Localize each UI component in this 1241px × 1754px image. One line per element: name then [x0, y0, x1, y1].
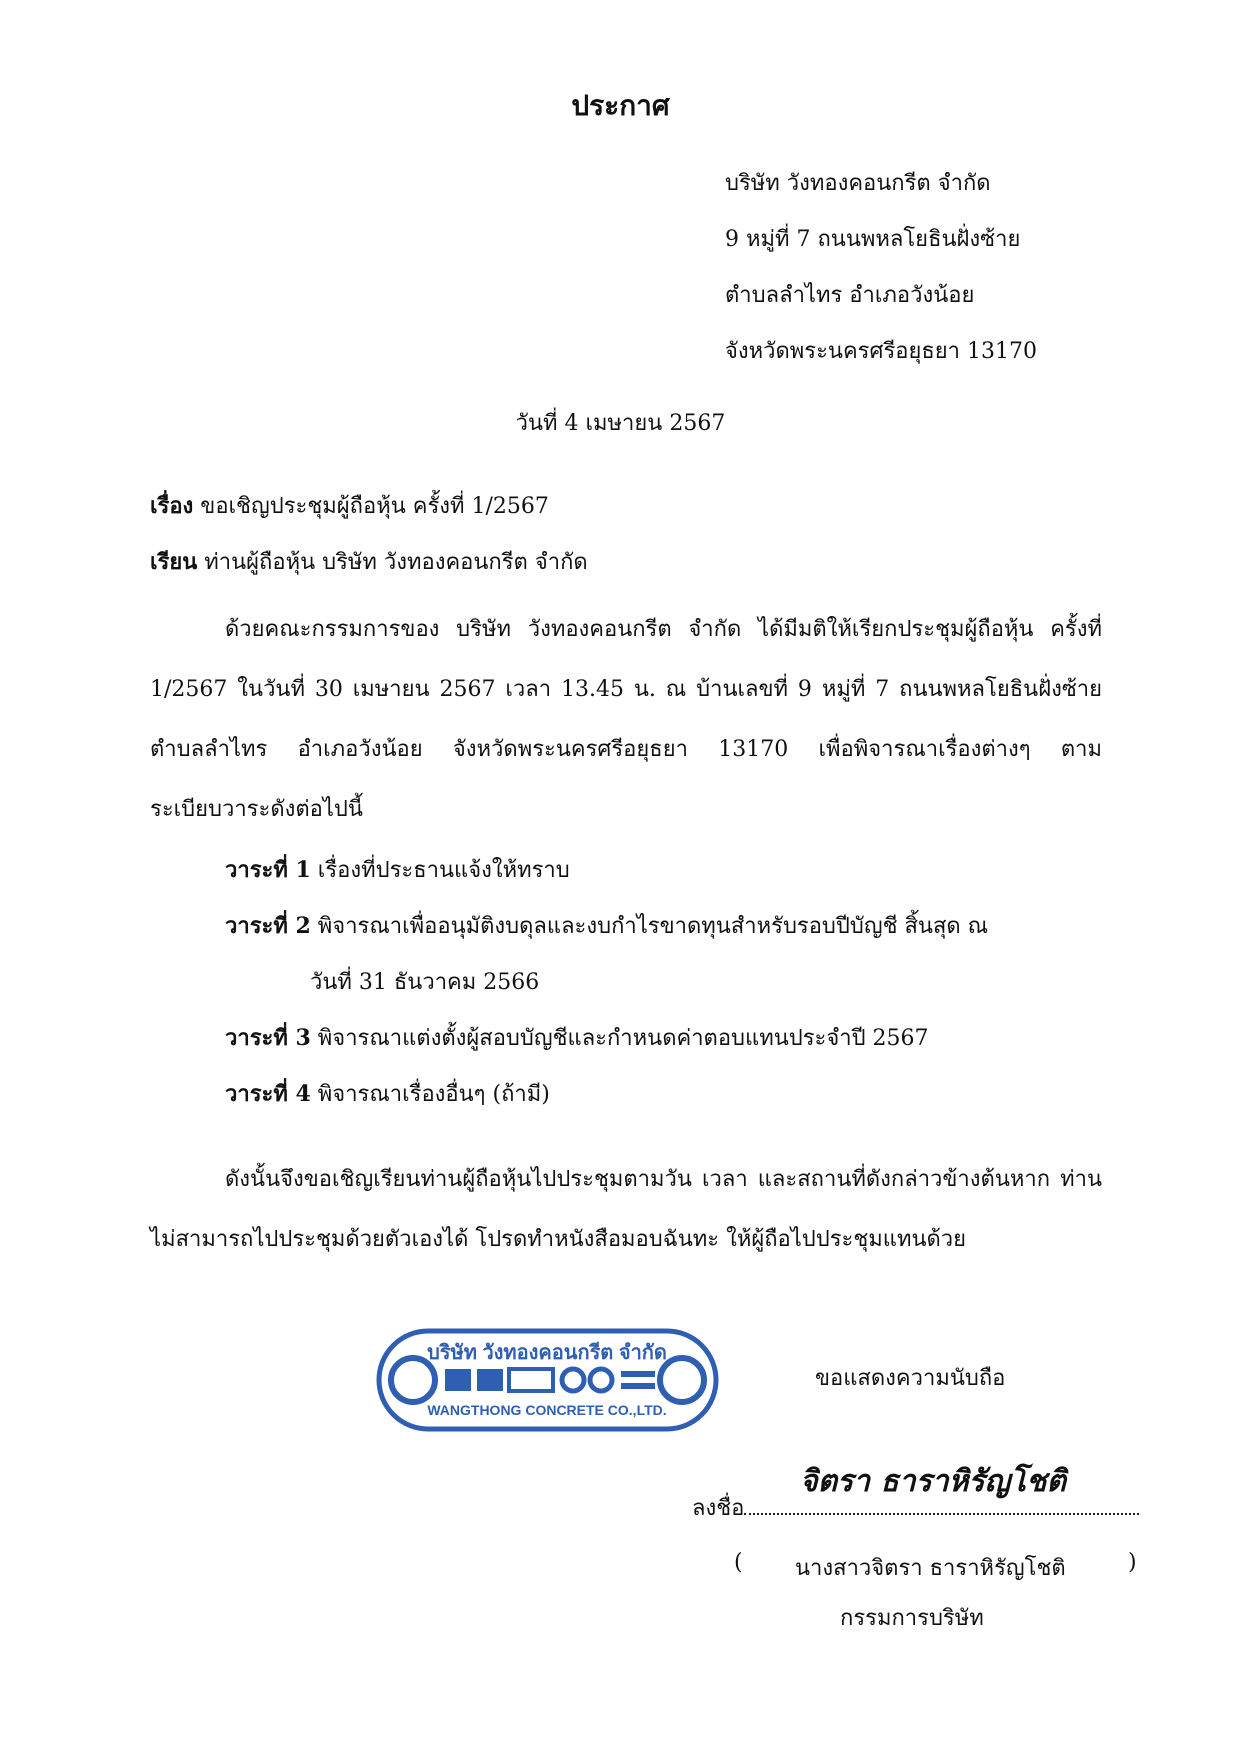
company-address-line-2: 9 หมู่ที่ 7 ถนนพหลโยธินฝั่งซ้าย — [725, 227, 1021, 252]
recipient-label: เรียน — [150, 549, 198, 575]
signer-printed-name: นางสาวจิตรา ธาราหิรัญโชติ — [795, 1556, 1066, 1581]
subject-line — [150, 488, 549, 523]
signer-position: กรรมการบริษัท — [840, 1606, 984, 1631]
recipient-text: ท่านผู้ถือหุ้น บริษัท วังทองคอนกรีต จำกัด — [197, 550, 588, 575]
agenda-label: วาระที่ 2 — [225, 913, 311, 939]
signature-script: จิตรา ธาราหิรัญโชติ — [800, 1464, 1066, 1499]
agenda-item-4 — [225, 1076, 550, 1111]
seal-thai-text: บริษัท วังทองคอนกรีต จำกัด — [427, 1342, 667, 1364]
page-title: ประกาศ — [571, 89, 670, 122]
closing-paragraph: ดังนั้นจึงขอเชิญเรียนท่านผู้ถือหุ้นไปประชุมตามวัน เวลา และสถานที่ดังกล่าวข้างต้นหาก ท่านไม่สามารถไปประชุมด้วยตัวเองได้ โปรดทำหนังสือมอบฉันทะ ให้ผู้ถือไปประชุมแทนด้วย — [150, 1167, 1102, 1252]
agenda-label: วาระที่ 3 — [225, 1025, 311, 1051]
agenda-item-1 — [225, 852, 570, 887]
agenda-text: เรื่องที่ประธานแจ้งให้ทราบ — [310, 858, 570, 883]
signature-dotted-line — [744, 1493, 1139, 1515]
agenda-item-2-continuation: วันที่ 31 ธันวาคม 2566 — [310, 970, 540, 995]
seal-english-text: WANGTHONG CONCRETE CO.,LTD. — [427, 1402, 667, 1418]
sign-label: ลงชื่อ — [692, 1496, 745, 1521]
body-paragraph: ด้วยคณะกรรมการของ บริษัท วังทองคอนกรีต จำกัด ได้มีมติให้เรียกประชุมผู้ถือหุ้น ครั้งที่ 1/2567 ในวันที่ 30 เมษายน 2567 เวลา 13.45 น. ณ บ้านเลขที่ 9 หมู่ที่ 7 ถนนพหลโยธินฝั่งซ้าย ตำบลลำไทร อำเภอวังน้อย จังหวัดพระนครศรีอยุธยา 13170 เพื่อพิจารณาเรื่องต่างๆ ตามระเบียบวาระดังต่อไปนี้ — [150, 617, 1102, 822]
paren-close: ) — [1128, 1550, 1137, 1575]
subject-label: เรื่อง — [150, 493, 194, 519]
paren-open: ( — [734, 1550, 743, 1575]
agenda-text: พิจารณาเพื่ออนุมัติงบดุลและงบกำไรขาดทุนสำหรับรอบปีบัญชี สิ้นสุด ณ — [310, 914, 989, 939]
agenda-item-2 — [225, 908, 988, 943]
agenda-text: พิจารณาเรื่องอื่นๆ (ถ้ามี) — [310, 1082, 550, 1107]
document-date: วันที่ 4 เมษายน 2567 — [515, 411, 726, 436]
company-address-line-1: บริษัท วังทองคอนกรีต จำกัด — [725, 171, 991, 196]
signature-line — [692, 1490, 1139, 1525]
company-address-line-3: ตำบลลำไทร อำเภอวังน้อย — [725, 283, 975, 308]
subject-text: ขอเชิญประชุมผู้ถือหุ้น ครั้งที่ 1/2567 — [193, 494, 549, 519]
agenda-text: พิจารณาแต่งตั้งผู้สอบบัญชีและกำหนดค่าตอบแทนประจำปี 2567 — [310, 1026, 929, 1051]
company-seal — [375, 1325, 720, 1435]
company-address-line-4: จังหวัดพระนครศรีอยุธยา 13170 — [725, 339, 1038, 364]
agenda-label: วาระที่ 1 — [225, 857, 311, 883]
recipient-line — [150, 544, 588, 579]
agenda-label: วาระที่ 4 — [225, 1081, 311, 1107]
closing-salutation: ขอแสดงความนับถือ — [815, 1366, 1006, 1391]
agenda-item-3 — [225, 1020, 929, 1055]
